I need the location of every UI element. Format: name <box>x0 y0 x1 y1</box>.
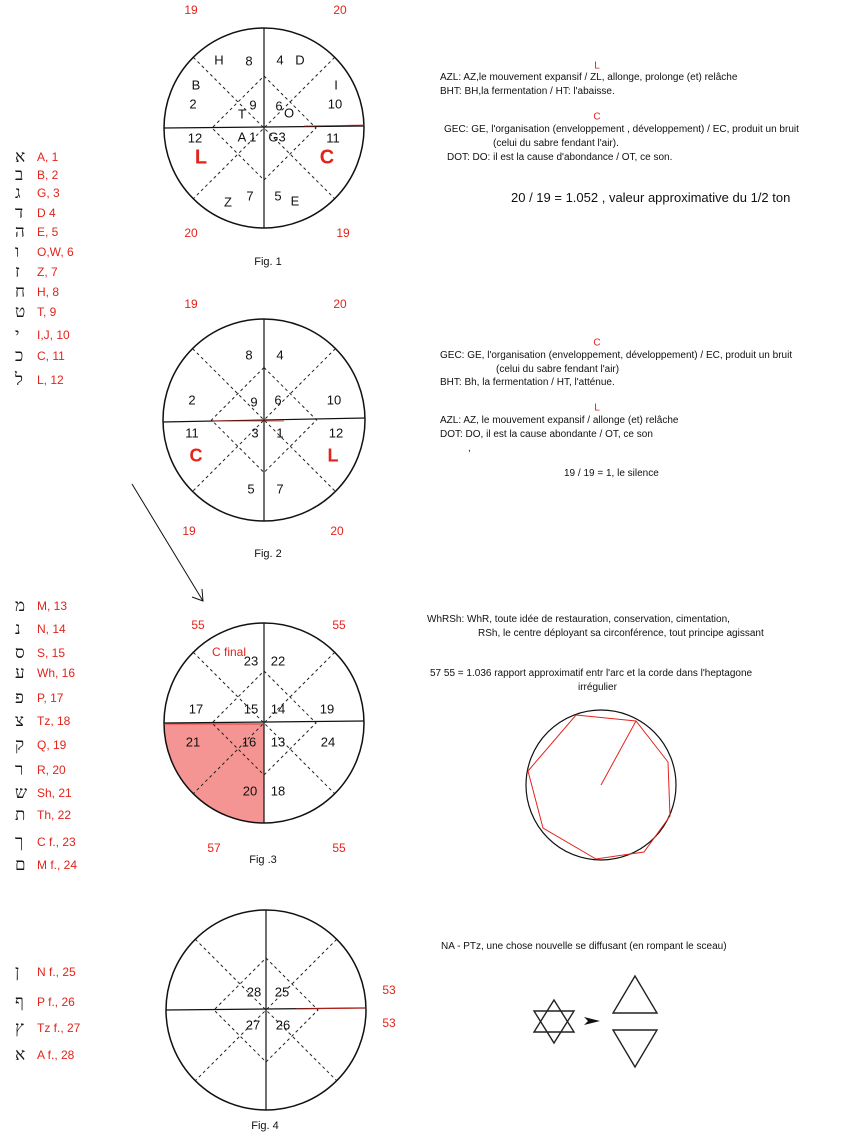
fig3-ratio2: irrégulier <box>578 682 617 693</box>
fig2-big-C: C <box>189 445 203 466</box>
fig2-cell-label: 8 <box>245 347 253 363</box>
hebrew-letter-label: E, 5 <box>37 225 59 239</box>
fig3-cell-label: 14 <box>270 701 286 717</box>
fig1-cell-label: 8 <box>245 53 253 69</box>
fig3-corner-value: 55 <box>191 618 205 632</box>
hebrew-letter-label: A, 1 <box>37 150 59 164</box>
fig1-cell-label: A 1 <box>237 129 257 145</box>
fig1-note-azl: AZL: AZ,le mouvement expansif / ZL, allonge, prolonge (et) relâche <box>440 72 738 83</box>
hebrew-letter-glyph: ק <box>15 735 25 755</box>
hebrew-letter-glyph: נ <box>15 619 21 639</box>
hebrew-letter-glyph: כ <box>15 346 24 366</box>
heptagon-shape <box>528 715 670 859</box>
hebrew-letter-label: G, 3 <box>37 186 60 200</box>
fig3-cell-label: 20 <box>242 783 258 799</box>
hebrew-letter-label: Z, 7 <box>37 265 58 279</box>
hebrew-letter-glyph: ב <box>15 165 24 185</box>
fig2-cell-label: 10 <box>326 392 342 408</box>
hebrew-letter-label: D 4 <box>37 206 56 220</box>
fig3-cell-label: 19 <box>319 701 335 717</box>
fig1-cell-label: T <box>238 106 246 122</box>
fig1-cell-label: 7 <box>246 188 254 204</box>
hebrew-letter-label: Q, 19 <box>37 738 67 752</box>
fig3-ratio: 57 55 = 1.036 rapport approximatif entr l'arc et la corde dans l'heptagone <box>430 668 753 679</box>
fig2-cell-label: 4 <box>276 347 284 363</box>
fig2-cell-label: 7 <box>276 481 284 497</box>
fig1-note-gec2: (celui du sabre fendant l'air). <box>493 138 619 149</box>
fig1-cell-label: 4 <box>276 52 284 68</box>
fig4-cell-label: 28 <box>246 984 262 1000</box>
hebrew-letter-label: I,J, 10 <box>37 328 70 342</box>
hebrew-letter-label: S, 15 <box>37 646 66 660</box>
hebrew-letter-label: O,W, 6 <box>37 245 74 259</box>
fig1-cell-label: B <box>191 77 201 93</box>
hebrew-letter-glyph: פ <box>15 688 24 708</box>
hebrew-letter-glyph: ם <box>15 855 26 875</box>
fig3-cell-label: 18 <box>270 783 286 799</box>
fig4-side-value: 53 <box>382 983 396 997</box>
hebrew-letter-label: Tz f., 27 <box>37 1021 81 1035</box>
fig4-cell-label: 26 <box>275 1017 291 1033</box>
hebrew-letter-glyph: ח <box>15 282 26 302</box>
fig2-note-C-mark: C <box>593 337 601 349</box>
hebrew-letter-glyph: ס <box>15 643 25 663</box>
fig1-cell-label: 10 <box>327 96 343 112</box>
hebrew-letter-label: Tz, 18 <box>37 714 71 728</box>
fig3-note-whrsh: WhRSh: WhR, toute idée de restauration, conservation, cimentation, <box>427 614 730 625</box>
fig2-cell-label: 5 <box>247 481 255 497</box>
hebrew-letter-glyph: ר <box>15 760 24 780</box>
hebrew-letter-glyph: י <box>15 325 20 345</box>
fig1-cell-label: H <box>214 52 224 68</box>
hebrew-letter-label: M f., 24 <box>37 858 78 872</box>
star-down-triangle <box>534 1011 574 1043</box>
fig4-cell-label: 27 <box>245 1017 261 1033</box>
hebrew-letter-glyph: ע <box>15 663 25 683</box>
fig1-big-L: L <box>194 146 208 169</box>
fig2-note-tick: , <box>468 443 471 454</box>
fig1-note-L-mark: L <box>594 60 600 72</box>
fig2-cell-label: 11 <box>185 425 199 441</box>
hebrew-letter-glyph: ט <box>15 302 26 322</box>
fig1-cell-label: 5 <box>274 188 282 204</box>
fig2-corner-value: 19 <box>182 524 196 538</box>
hebrew-letter-label: Wh, 16 <box>37 666 76 680</box>
hebrew-letter-glyph: ה <box>15 222 25 242</box>
fig2-note-azl: AZL: AZ, le mouvement expansif / allonge (et) relâche <box>440 415 679 426</box>
fig2-cell-label: 1 <box>276 425 284 441</box>
hebrew-letter-glyph: ו <box>15 242 20 262</box>
fig3-cell-label: 21 <box>185 734 201 750</box>
fig1-note-gec: GEC: GE, l'organisation (enveloppement , développement) / EC, produit un bruit <box>444 124 799 135</box>
fig3-corner-value: 55 <box>332 618 346 632</box>
star-up-triangle <box>534 1000 574 1032</box>
fig1-note-C-mark: C <box>593 111 601 123</box>
fig3-cell-label: 23 <box>243 653 259 669</box>
fig1-cell-label: O <box>283 105 295 121</box>
separated-down-triangle <box>613 1030 657 1067</box>
fig1-cell-label: D <box>295 52 305 68</box>
fig1-corner-value: 20 <box>184 226 198 240</box>
hebrew-letter-glyph: ת <box>15 805 26 825</box>
fig4-cell-label: 25 <box>274 984 290 1000</box>
fig4-caption: Fig. 4 <box>251 1120 279 1132</box>
hebrew-letter-glyph: ף <box>15 992 24 1012</box>
hebrew-letter-glyph: ץ <box>15 1018 24 1038</box>
fig1-cell-label: Z <box>224 194 232 210</box>
fig2-note-dot: DOT: DO, il est la cause abondante / OT, ce son <box>440 429 653 440</box>
fig2-cell-label: 12 <box>328 425 344 441</box>
fig1-note-dot: DOT: DO: il est la cause d'abondance / OT, ce son. <box>447 152 673 163</box>
fig2-corner-value: 19 <box>184 297 198 311</box>
fig2-big-L: L <box>327 445 339 466</box>
fig2-corner-value: 20 <box>330 524 344 538</box>
fig3-corner-value: 55 <box>332 841 346 855</box>
separated-up-triangle <box>613 976 657 1013</box>
hebrew-letter-label: C, 11 <box>37 349 65 363</box>
hebrew-letter-label: Th, 22 <box>37 808 72 822</box>
hebrew-letter-glyph: ך <box>15 832 24 852</box>
fig1-cell-label: 11 <box>326 130 340 146</box>
fig1-caption: Fig. 1 <box>254 256 282 268</box>
hebrew-letter-label: B, 2 <box>37 168 59 182</box>
heptagon-radius <box>601 721 636 785</box>
fig1-cell-label: I <box>334 77 338 93</box>
fig1-corner-value: 19 <box>336 226 350 240</box>
fig3-note-whrsh2: RSh, le centre déployant sa circonférence, tout principe agissant <box>478 628 764 639</box>
fig1-corner-value: 20 <box>333 3 347 17</box>
fig3-cell-label: 24 <box>320 734 336 750</box>
fig2-note-bht: BHT: Bh, la fermentation / HT, l'atténue. <box>440 377 615 388</box>
hebrew-letter-glyph: א <box>15 1045 26 1065</box>
fig4-note-napt: NA - PTz, une chose nouvelle se diffusant (en rompant le sceau) <box>441 941 727 952</box>
hebrew-letter-label: P, 17 <box>37 691 64 705</box>
fig2-corner-value: 20 <box>333 297 347 311</box>
fig2-caption: Fig. 2 <box>254 548 282 560</box>
fig2-cell-label: 9 <box>250 394 258 410</box>
hebrew-letter-label: C f., 23 <box>37 835 76 849</box>
fig3-cell-label: 22 <box>270 653 286 669</box>
hebrew-letter-label: L, 12 <box>37 373 64 387</box>
fig3-cell-label: 16 <box>241 734 257 750</box>
fig2-cell-label: 2 <box>188 392 196 408</box>
hebrew-letter-label: Sh, 21 <box>37 786 72 800</box>
hebrew-letter-label: A f., 28 <box>37 1048 75 1062</box>
fig1-cell-label: 6 <box>275 98 283 114</box>
hebrew-letter-label: T, 9 <box>37 305 57 319</box>
hebrew-letter-label: N, 14 <box>37 622 66 636</box>
fig1-cell-label: 2 <box>189 96 197 112</box>
fig1-cell-label: G3 <box>268 129 286 145</box>
fig2-cell-label: 3 <box>251 425 259 441</box>
fig1-cell-label: E <box>290 193 300 209</box>
hebrew-letter-label: M, 13 <box>37 599 68 613</box>
fig1-cell-label: 9 <box>249 97 257 113</box>
fig1-cell-label: 12 <box>187 130 203 146</box>
hebrew-letter-glyph: ש <box>15 783 28 803</box>
hebrew-letter-glyph: א <box>15 147 26 167</box>
fig3-cell-label: 13 <box>270 734 286 750</box>
fig2-note-gec: GEC: GE, l'organisation (enveloppement, développement) / EC, produit un bruit <box>440 350 793 361</box>
transform-arrow <box>584 1017 600 1025</box>
fig1-note-bht: BHT: BH,la fermentation / HT: l'abaisse. <box>440 86 615 97</box>
hebrew-letter-label: N f., 25 <box>37 965 76 979</box>
fig4-side-value: 53 <box>382 1016 396 1030</box>
connector-arrow-line <box>132 484 203 601</box>
fig1-big-C: C <box>319 146 335 169</box>
hebrew-letter-glyph: ד <box>15 203 24 223</box>
hebrew-letter-glyph: ן <box>15 962 20 982</box>
fig3-cell-label: 17 <box>188 701 204 717</box>
fig3-caption: Fig .3 <box>249 854 277 866</box>
fig2-note-gec2: (celui du sabre fendant l'air) <box>496 364 620 375</box>
fig1-ratio: 20 / 19 = 1.052 , valeur approximative du 1/2 ton <box>511 190 791 205</box>
hebrew-letter-label: P f., 26 <box>37 995 75 1009</box>
fig3-corner-value: 57 <box>207 841 221 855</box>
hebrew-letter-label: R, 20 <box>37 763 66 777</box>
hebrew-letter-glyph: ז <box>15 262 20 282</box>
fig2-ratio: 19 / 19 = 1, le silence <box>564 468 659 479</box>
hebrew-letter-glyph: צ <box>15 711 24 731</box>
fig1-corner-value: 19 <box>184 3 198 17</box>
fig3-cell-label: 15 <box>243 701 259 717</box>
hebrew-letter-glyph: ג <box>15 183 21 203</box>
hebrew-letter-label: H, 8 <box>37 285 60 299</box>
fig3-c-final-label: C final <box>211 645 247 659</box>
fig2-note-L-mark: L <box>594 402 600 414</box>
hebrew-letter-glyph: מ <box>15 596 26 616</box>
fig2-cell-label: 6 <box>274 392 282 408</box>
hebrew-letter-glyph: ל <box>15 370 23 390</box>
